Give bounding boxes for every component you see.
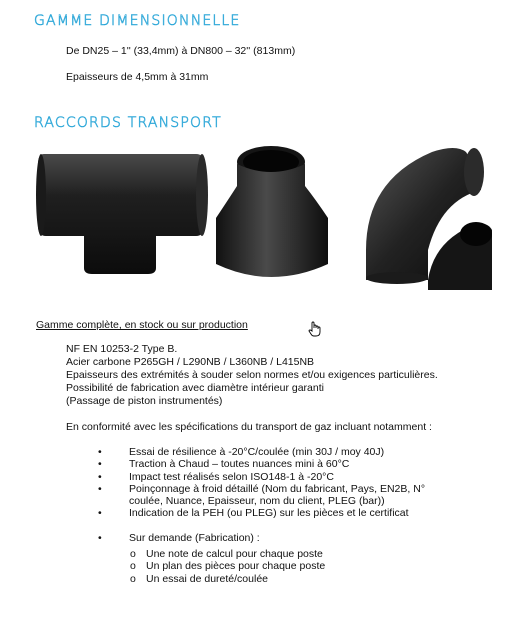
circle-bullet-icon: o bbox=[130, 560, 136, 573]
circle-bullet-icon: o bbox=[130, 548, 136, 560]
diameter-range: De DN25 – 1'' (33,4mm) à DN800 – 32'' (813mm) bbox=[66, 45, 296, 57]
bullet-icon: • bbox=[98, 531, 102, 544]
spec-steel: Acier carbone P265GH / L290NB / L360NB / L415NB bbox=[66, 356, 315, 368]
conformity-text: En conformité avec les spécifications du transport de gaz incluant notamment : bbox=[66, 421, 432, 433]
spec-ends: Epaisseurs des extrémités à souder selon normes et/ou exigences particulières. bbox=[66, 369, 438, 381]
bullet-icon: • bbox=[98, 482, 102, 495]
list-item: • Impact test réalisés selon ISO148-1 à -20°C bbox=[98, 470, 334, 483]
thickness-range: Epaisseurs de 4,5mm à 31mm bbox=[66, 71, 209, 83]
spec-piston: (Passage de piston instrumentés) bbox=[66, 395, 223, 407]
list-item: • Poinçonnage à froid détaillé (Nom du fabricant, Pays, EN2B, N° bbox=[98, 482, 426, 495]
bullet-icon: • bbox=[98, 470, 102, 483]
fittings-photos bbox=[36, 140, 494, 300]
spec-diameter: Possibilité de fabrication avec diamètre intérieur garanti bbox=[66, 382, 324, 394]
section-title-gamme: GAMME DIMENSIONNELLE bbox=[34, 13, 241, 29]
elbow-fitting bbox=[366, 148, 492, 290]
on-request-label: Sur demande (Fabrication) : bbox=[129, 531, 260, 544]
bullet-icon: • bbox=[98, 458, 102, 471]
pipe-fittings-image bbox=[36, 140, 494, 300]
hand-cursor-icon bbox=[308, 321, 322, 337]
spec-standard: NF EN 10253-2 Type B. bbox=[66, 343, 178, 355]
section-title-raccords: RACCORDS TRANSPORT bbox=[34, 115, 222, 131]
list-item: • Essai de résilience à -20°C/coulée (min 30J / moy 40J) bbox=[98, 446, 385, 458]
on-request-list bbox=[130, 548, 325, 585]
list-item: o Un plan des pièces pour chaque poste bbox=[130, 560, 326, 573]
test-list bbox=[98, 446, 425, 544]
list-item: • Traction à Chaud – toutes nuances mini à 60°C bbox=[98, 458, 350, 471]
circle-bullet-icon: o bbox=[130, 572, 136, 585]
list-item bbox=[98, 532, 425, 544]
tee-fitting bbox=[36, 154, 208, 274]
bullet-icon: • bbox=[98, 507, 102, 520]
availability-note: Gamme complète, en stock ou sur production bbox=[36, 319, 248, 331]
reducer-fitting bbox=[216, 146, 328, 277]
bullet-icon: • bbox=[98, 446, 102, 458]
list-item: o Un essai de dureté/coulée bbox=[130, 572, 268, 585]
list-item-continuation: coulée, Nuance, Epaisseur, nom du client, PLEG (bar)) bbox=[129, 495, 385, 508]
list-item: o Une note de calcul pour chaque poste bbox=[130, 548, 323, 560]
list-item: • Indication de la PEH (ou PLEG) sur les pièces et le certificat bbox=[98, 507, 409, 520]
